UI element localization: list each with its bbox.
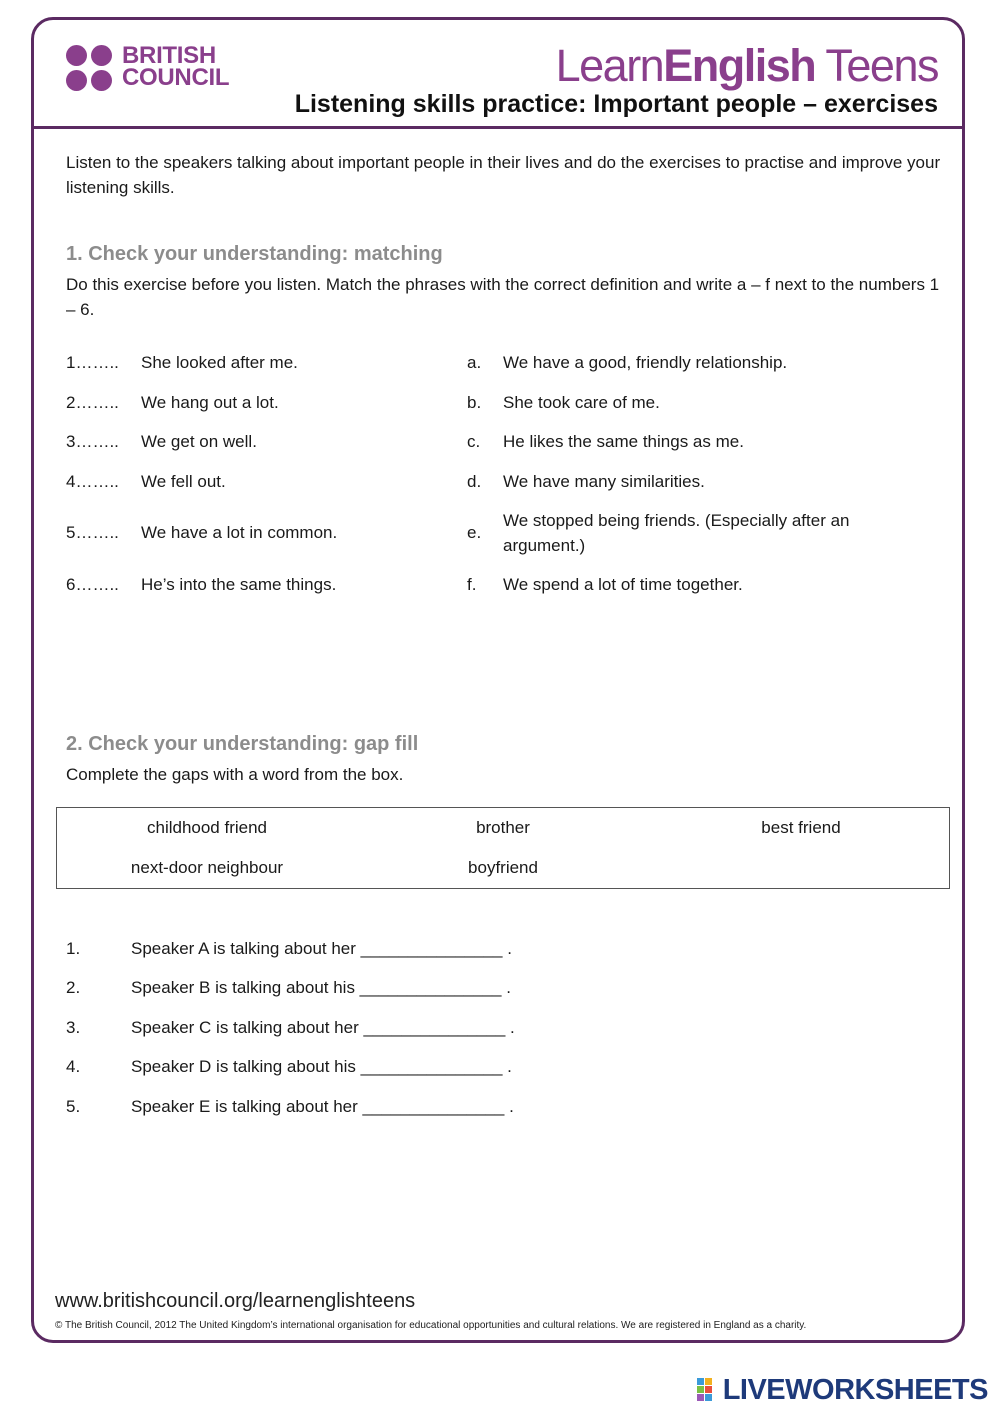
definition-letter: d.	[467, 472, 482, 491]
logo-learn: Learn	[555, 40, 664, 91]
intro-text: Listen to the speakers talking about important people in their lives and do the exercises to practise and improve your listening skills.	[66, 153, 941, 197]
definition: We have many similarities.	[503, 472, 705, 491]
matching-row	[66, 572, 946, 612]
matching-row	[66, 469, 946, 509]
definition-letter: e.	[467, 523, 482, 542]
definition-letter: b.	[467, 393, 482, 412]
header-divider	[31, 126, 965, 129]
phrase: We fell out.	[141, 472, 226, 491]
logo-dot-icon	[66, 45, 87, 66]
section2-instructions: Complete the gaps with a word from the box.	[66, 765, 404, 784]
definition: We have a good, friendly relationship.	[503, 353, 788, 372]
word-option: best friend	[761, 818, 841, 837]
definition: She took care of me.	[503, 393, 660, 412]
sentence-text[interactable]: Speaker B is talking about his _______________ .	[131, 978, 511, 997]
phrase: We hang out a lot.	[141, 393, 279, 412]
definition: He likes the same things as me.	[503, 432, 744, 451]
definition: We stopped being friends. (Especially after an argument.)	[503, 511, 850, 555]
section2-heading: 2. Check your understanding: gap fill	[66, 733, 419, 755]
answer-blank[interactable]: 3……..	[66, 432, 119, 451]
footer-url[interactable]: www.britishcouncil.org/learnenglishteens	[55, 1290, 416, 1312]
word-option: boyfriend	[468, 858, 538, 877]
matching-row	[66, 390, 946, 430]
sentence-number: 2.	[66, 978, 81, 997]
sentence-number: 1.	[66, 939, 81, 958]
logo-dot-icon	[66, 70, 87, 91]
word-option: next-door neighbour	[130, 858, 284, 877]
sentence-text[interactable]: Speaker E is talking about her _______________ .	[131, 1097, 514, 1116]
sentence-number: 5.	[66, 1097, 81, 1116]
answer-blank[interactable]: 2……..	[66, 393, 119, 412]
definition: We spend a lot of time together.	[503, 575, 743, 594]
section1-instructions: Do this exercise before you listen. Match the phrases with the correct definition and write a – f next to the numbers 1 – 6.	[66, 275, 940, 319]
phrase: He’s into the same things.	[141, 575, 337, 594]
liveworksheets-icon	[697, 1378, 721, 1402]
logo-english: English	[663, 40, 816, 91]
liveworksheets-logo	[697, 1372, 988, 1408]
sentence-number: 4.	[66, 1057, 81, 1076]
matching-row	[66, 429, 946, 469]
section1-heading: 1. Check your understanding: matching	[66, 243, 443, 265]
definition-letter: a.	[467, 353, 482, 372]
sentence-text[interactable]: Speaker D is talking about his _______________ .	[131, 1057, 512, 1076]
sentence-text[interactable]: Speaker C is talking about her _______________ .	[131, 1018, 515, 1037]
answer-blank[interactable]: 5……..	[66, 523, 119, 542]
definition-letter: c.	[467, 432, 481, 451]
logo-dot-icon	[91, 70, 112, 91]
answer-blank[interactable]: 4……..	[66, 472, 119, 491]
sentence-number: 3.	[66, 1018, 81, 1037]
british-council-wordmark	[122, 42, 322, 91]
page-title: Listening skills practice: Important people – exercises	[294, 90, 938, 118]
page-frame	[31, 17, 965, 1343]
logo-line-1: BRITISH	[122, 42, 216, 69]
word-box	[56, 807, 950, 889]
matching-row	[66, 350, 946, 390]
matching-row	[66, 508, 946, 560]
logo-dot-icon	[91, 45, 112, 66]
word-option: brother	[476, 818, 530, 837]
phrase: She looked after me.	[141, 353, 298, 372]
liveworksheets-wordmark: LIVEWORKSHEETS	[722, 1373, 988, 1406]
footer-copyright: © The British Council, 2012 The United Kingdom’s international organisation for educational opportunities and cultural relations. We are registered in England as a charity.	[55, 1320, 807, 1331]
phrase: We have a lot in common.	[141, 523, 338, 542]
word-option: childhood friend	[146, 818, 268, 837]
learnenglish-teens-logo	[556, 40, 938, 92]
definition-letter: f.	[467, 575, 477, 594]
phrase: We get on well.	[141, 432, 257, 451]
answer-blank[interactable]: 6……..	[66, 575, 119, 594]
answer-blank[interactable]: 1……..	[66, 353, 119, 372]
logo-line-2: COUNCIL	[122, 64, 230, 91]
logo-teens: Teens	[815, 40, 938, 91]
sentence-text[interactable]: Speaker A is talking about her _______________ .	[131, 939, 512, 958]
